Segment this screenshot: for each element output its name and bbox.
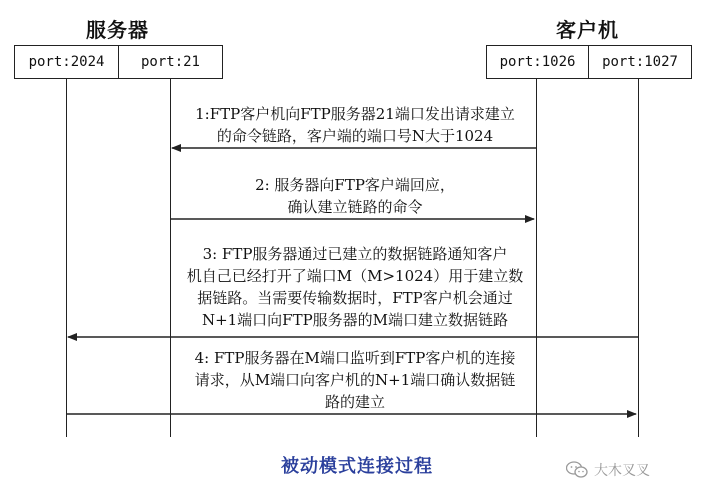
step-3-line-4: N+1端口向FTP服务器的M端口建立数据链路 — [201, 311, 509, 329]
step-3-line-1: 3: FTP服务器通过已建立的数据链路通知客户 — [202, 245, 508, 263]
server-title: 服务器 — [86, 18, 149, 42]
step-1-text — [180, 103, 530, 147]
client-port-1026-box: port:1026 — [486, 45, 589, 79]
step-4-line-2: 请求，从M端口向客户机的N+1端口确认数据链 — [194, 371, 516, 389]
watermark-text: 大木叉叉 — [594, 463, 650, 479]
step-3-text — [170, 243, 540, 331]
step-2-line-1: 2: 服务器向FTP客户端回应， — [255, 176, 455, 194]
server-port-21-box: port:21 — [118, 45, 223, 79]
client-title: 客户机 — [556, 18, 619, 42]
step-1-line-1: 1:FTP客户机向FTP服务器21端口发出请求建立 — [195, 105, 515, 123]
step-1-line-2: 的命令链路，客户端的端口号N大于1024 — [216, 127, 494, 145]
step-4-line-1: 4: FTP服务器在M端口监听到FTP客户机的连接 — [194, 349, 516, 367]
watermark — [566, 460, 650, 480]
server-port-2024-box: port:2024 — [14, 45, 119, 79]
step-3-line-2: 机自己已经打开了端口M（M>1024）用于建立数 — [186, 267, 524, 285]
step-4-text — [170, 347, 540, 413]
wechat-icon — [566, 461, 588, 479]
step-2-text — [180, 174, 530, 218]
step-4-line-3: 路的建立 — [324, 393, 385, 411]
client-port-1027-box: port:1027 — [588, 45, 692, 79]
diagram-caption: 被动模式连接过程 — [281, 456, 433, 477]
step-3-line-3: 据链路。当需要传输数据时，FTP客户机会通过 — [197, 289, 513, 307]
step-2-line-2: 确认建立链路的命令 — [287, 198, 423, 216]
